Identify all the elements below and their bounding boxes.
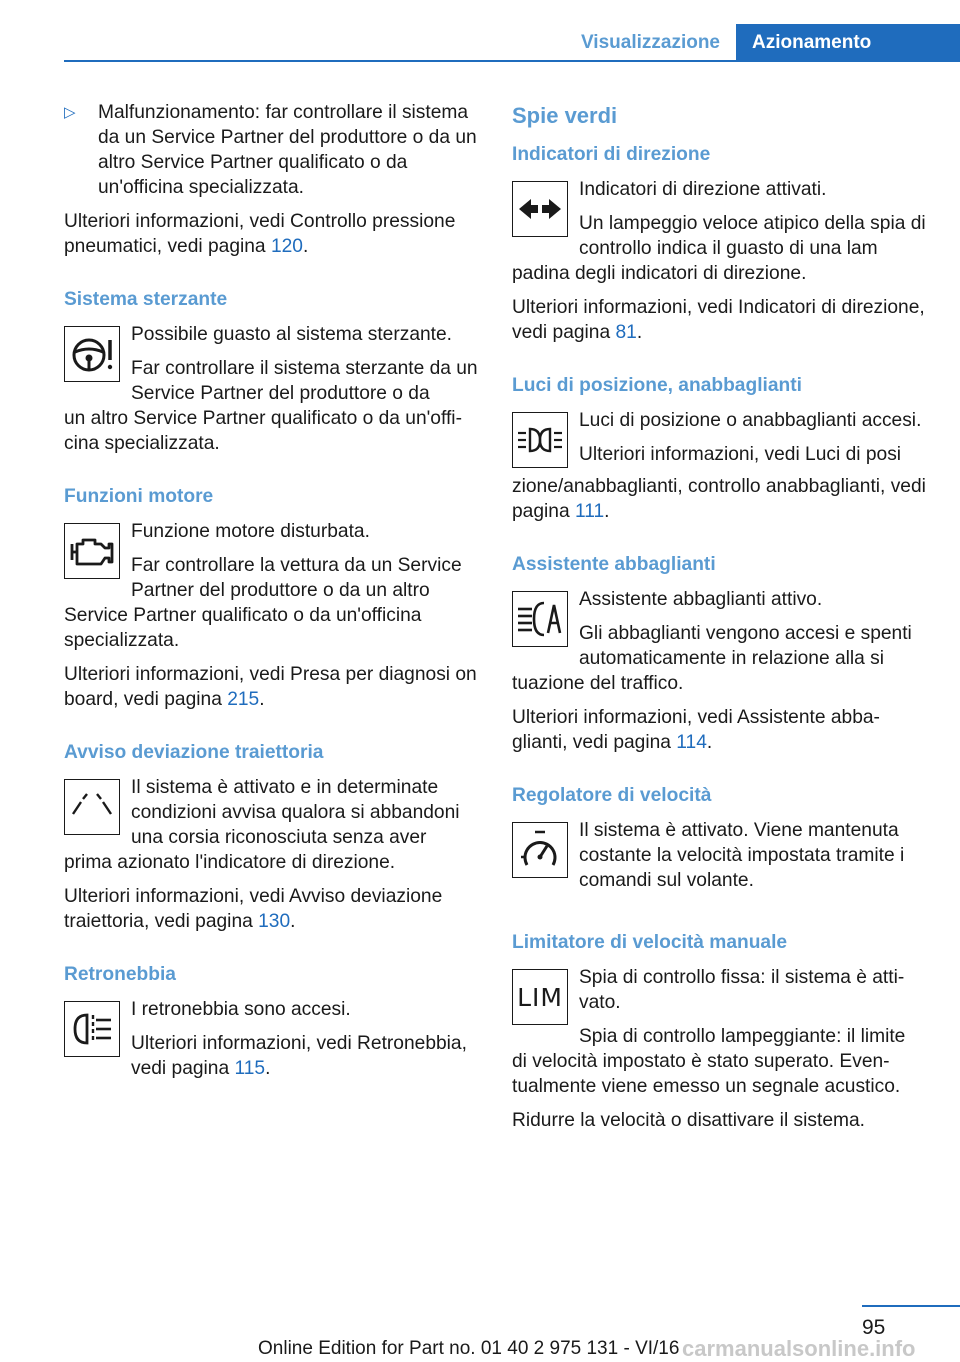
intro-paragraph: Ulteriori informazioni, vedi Controllo pressione pneumatici, vedi pagina 120. xyxy=(64,211,456,257)
speed-limiter-icon: LIM xyxy=(512,969,568,1025)
section-title: Funzioni motore xyxy=(64,486,214,507)
section-title: Regolatore di velocità xyxy=(512,785,712,806)
page-link[interactable]: 130 xyxy=(258,911,291,932)
section-title: Indicatori di direzione xyxy=(512,144,711,165)
bullet-text: Malfunzionamento: far controllare il sistema da un Service Partner del produttore o da un altro Service Partner qualificato o da un'officina specializzata. xyxy=(98,102,477,198)
spie-verdi-heading: Spie verdi xyxy=(512,103,618,128)
lane-departure-icon xyxy=(64,779,120,835)
bullet-item xyxy=(64,100,480,200)
turn-signal-icon xyxy=(512,181,568,237)
page-link[interactable]: 120 xyxy=(270,236,303,257)
tab-azionamento[interactable]: Azionamento xyxy=(736,24,960,62)
section-title: Sistema sterzante xyxy=(64,289,228,310)
left-column xyxy=(64,100,480,1090)
page-link[interactable]: 111 xyxy=(574,501,605,522)
right-column xyxy=(512,100,928,1142)
high-beam-assistant-icon xyxy=(512,591,568,647)
section-luci-posizione: Luci di posizione, anabbaglianti Luci di posizione o anabbaglianti accesi. Ulteriori informazioni, vedi Luci di posi zione/anabbaglianti, controllo anabbaglianti, vedi pagina 111. xyxy=(512,373,928,524)
section-retronebbia: Retronebbia I retronebbia sono accesi. Ulteriori informazioni, vedi Retronebbia, vedi pagina 115. xyxy=(64,962,480,1081)
page-link[interactable]: 215 xyxy=(227,689,260,710)
page-link[interactable]: 115 xyxy=(234,1058,266,1079)
section-funzioni-motore: Funzioni motore Funzione motore disturbata. Far controllare la vettura da un Service Partner del produttore o da un altro Service Partner qualificato o da un'officina specializzata. Ulteriori informazioni, vedi Presa per diagnosi on board, vedi pagina 215. xyxy=(64,484,480,712)
parking-lights-icon xyxy=(512,412,568,468)
page-link[interactable]: 114 xyxy=(676,732,707,753)
page-link[interactable]: 81 xyxy=(615,322,637,343)
section-limitatore-velocita: Limitatore di velocità manuale LIM Spia di controllo fissa: il sistema è attivato. Spia di controllo lampeggiante: il limite di velocità impostato è stato superato. Eventualmente viene emesso un segnale acustico. Ridurre la velocità o disattivare il sistema. xyxy=(512,930,928,1133)
section-regolatore-velocita: Regolatore di velocità Il sistema è attivato. Viene mantenuta costante la velocità impostata tramite i comandi sul volante. xyxy=(512,783,928,902)
section-title: Luci di posizione, anabbaglianti xyxy=(512,375,802,396)
triangle-bullet-icon: ▷ xyxy=(64,104,76,121)
section-title: Retronebbia xyxy=(64,964,176,985)
watermark: carmanualsonline.info xyxy=(682,1336,916,1361)
cruise-control-icon xyxy=(512,822,568,878)
steering-warning-icon xyxy=(64,326,120,382)
tab-visualizzazione[interactable]: Visualizzazione xyxy=(580,32,720,53)
footer-edition: Online Edition for Part no. 01 40 2 975 131 - VI/16 xyxy=(258,1338,680,1359)
header-tabs xyxy=(572,24,960,62)
section-avviso-deviazione: Avviso deviazione traiettoria Il sistema è attivato e in determinate condizioni avvisa qualora si abbandoni una corsia riconosciuta senza aver prima azionato l'indicatore di direzione. Ulteriori informazioni, vedi Avviso deviazione traiettoria, vedi pagina 130. xyxy=(64,740,480,934)
section-title: Limitatore di velocità manuale xyxy=(512,932,788,953)
section-indicatori-direzione: Indicatori di direzione Indicatori di direzione attivati. Un lampeggio veloce atipico della spia di controllo indica il guasto di una lam padina degli indicatori di direzione. Ulteriori informazioni, vedi Indicatori di direzione, vedi pagina 81. xyxy=(512,142,928,345)
engine-icon xyxy=(64,523,120,579)
section-title: Assistente abbaglianti xyxy=(512,554,716,575)
footer-rule xyxy=(862,1305,960,1307)
page-number: 95 xyxy=(862,1316,886,1339)
rear-fog-icon xyxy=(64,1001,120,1057)
header-rule xyxy=(64,60,960,62)
section-assistente-abbaglianti: Assistente abbaglianti Assistente abbaglianti attivo. Gli abbaglianti vengono accesi e spenti automaticamente in relazione alla si tuazione del traffico. Ulteriori informazioni, vedi Assistente abbaglianti, vedi pagina 114. xyxy=(512,552,928,755)
section-title: Avviso deviazione traiettoria xyxy=(64,742,324,763)
section-sistema-sterzante: Sistema sterzante Possibile guasto al sistema sterzante. Far controllare il sistema sterzante da un Service Partner del produttore o da un altro Service Partner qualificato o da un'officina specializzata. xyxy=(64,287,480,456)
